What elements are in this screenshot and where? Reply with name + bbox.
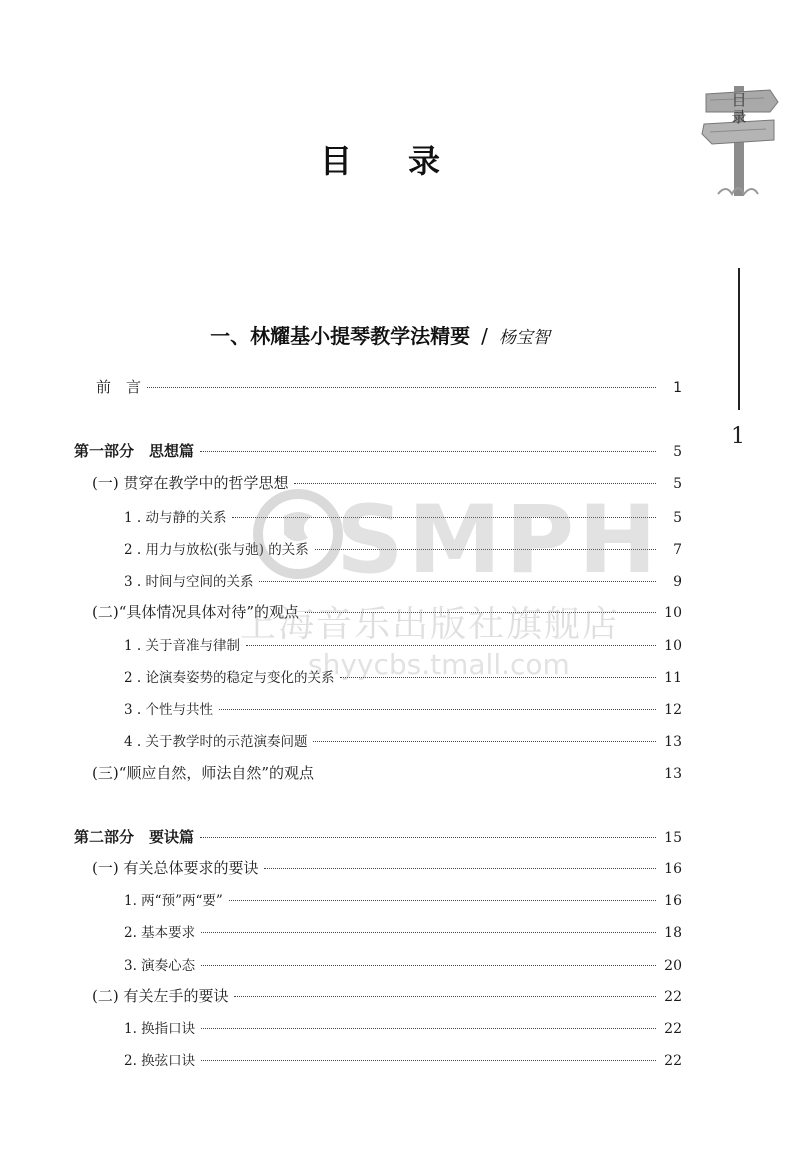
leader-dots [232, 517, 656, 518]
leader-dots [201, 1028, 656, 1029]
toc-entry-label: 1 . 关于音准与律制 [124, 638, 240, 654]
leader-dots [201, 965, 656, 966]
leader-dots [147, 387, 656, 388]
section-title [150, 320, 610, 349]
toc-entry-page: 18 [664, 925, 682, 941]
leader-dots [201, 1060, 656, 1061]
toc-entry-label: 1. 换指口诀 [124, 1021, 196, 1037]
section-author: 杨宝智 [498, 328, 550, 348]
toc-entry-label: 第一部分 思想篇 [74, 442, 195, 460]
toc-entry-item[interactable] [124, 921, 682, 943]
toc-entry-label: 4 . 关于教学时的示范演奏问题 [124, 734, 308, 750]
smph-logo-icon [250, 486, 346, 582]
section-title-text: 一、林耀基小提琴教学法精要 [210, 324, 471, 348]
toc-entry-page: 22 [664, 989, 682, 1005]
leader-dots [264, 868, 656, 869]
watermark-url: shyycbs.tmall.com [308, 648, 570, 681]
toc-entry-item[interactable] [124, 730, 682, 752]
toc-entry-item[interactable] [124, 889, 682, 911]
section-separator: / [481, 324, 488, 348]
page-number: 1 [731, 424, 745, 449]
toc-entry-page: 22 [664, 1053, 682, 1069]
toc-entry-page: 16 [664, 893, 682, 909]
watermark-logo-text: SMPH [336, 486, 661, 595]
side-tab-label: 目 录 [731, 91, 747, 126]
toc-entry-group[interactable] [92, 601, 682, 623]
toc-entry-item[interactable] [124, 570, 682, 592]
toc-entry-part2[interactable] [74, 826, 682, 848]
toc-entry-label: 2. 基本要求 [124, 925, 196, 941]
toc-entry-label: (一) 有关总体要求的要诀 [92, 859, 259, 877]
toc-entry-page: 10 [664, 638, 682, 654]
leader-dots [259, 581, 656, 582]
toc-entry-part1[interactable] [74, 440, 682, 462]
toc-entry-page: 20 [664, 958, 682, 974]
leader-dots [200, 837, 656, 838]
toc-entry-label: 2 . 用力与放松(张与弛) 的关系 [124, 542, 309, 558]
toc-entry-group[interactable] [92, 762, 682, 784]
leader-dots [201, 932, 656, 933]
leader-dots [229, 900, 656, 901]
toc-entry-label: 3. 演奏心态 [124, 958, 196, 974]
toc-entry-label: (三)“顺应自然，师法自然”的观点 [92, 764, 315, 782]
toc-entry-page: 13 [664, 734, 682, 750]
toc-entry-page: 22 [664, 1021, 682, 1037]
toc-entry-item[interactable] [124, 698, 682, 720]
toc-entry-page: 12 [664, 702, 682, 718]
toc-entry-group[interactable] [92, 472, 682, 494]
toc-entry-item[interactable] [124, 1049, 682, 1071]
leader-dots [320, 773, 656, 774]
toc-entry-item[interactable] [124, 1017, 682, 1039]
toc-entry-label: 2 . 论演奏姿势的稳定与变化的关系 [124, 670, 335, 686]
side-rule [738, 268, 740, 410]
toc-entry-label: 2. 换弦口诀 [124, 1053, 196, 1069]
leader-dots [200, 451, 656, 452]
toc-entry-label: 第二部分 要诀篇 [74, 828, 195, 846]
toc-entry-label: (二)“具体情况具体对待”的观点 [92, 603, 300, 621]
toc-entry-item[interactable] [124, 666, 682, 688]
toc-entry-item[interactable] [124, 634, 682, 656]
leader-dots [234, 996, 656, 997]
toc-entry-page: 15 [664, 830, 682, 846]
toc-entry-page: 13 [664, 766, 682, 782]
leader-dots [315, 549, 656, 550]
leader-dots [246, 645, 656, 646]
toc-entry-label: 1 . 动与静的关系 [124, 510, 227, 526]
toc-entry-page: 9 [673, 574, 682, 590]
page-title: 目录 [319, 142, 496, 180]
toc-entry-page: 10 [664, 605, 682, 621]
toc-entry-preface[interactable] [96, 376, 682, 398]
leader-dots [219, 709, 656, 710]
toc-entry-group[interactable] [92, 857, 682, 879]
toc-entry-item[interactable] [124, 538, 682, 560]
toc-entry-page: 11 [664, 670, 682, 686]
leader-dots [305, 612, 656, 613]
toc-entry-page: 1 [673, 380, 682, 396]
watermark-store-name: 上海音乐出版社旗舰店 [240, 604, 621, 645]
toc-entry-page: 5 [673, 510, 682, 526]
toc-entry-label: 3 . 个性与共性 [124, 702, 213, 718]
toc-entry-label: 3 . 时间与空间的关系 [124, 574, 254, 590]
toc-entry-page: 7 [673, 542, 682, 558]
toc-entry-label: 前 言 [96, 378, 142, 396]
toc-entry-label: 1. 两“预”两“要” [124, 893, 223, 909]
toc-entry-item[interactable] [124, 954, 682, 976]
leader-dots [294, 483, 656, 484]
toc-entry-item[interactable] [124, 506, 682, 528]
toc-entry-label: (二) 有关左手的要诀 [92, 987, 229, 1005]
toc-entry-page: 5 [673, 476, 682, 492]
leader-dots [340, 677, 656, 678]
toc-entry-page: 16 [664, 861, 682, 877]
leader-dots [313, 741, 656, 742]
toc-entry-page: 5 [673, 444, 682, 460]
toc-entry-group[interactable] [92, 985, 682, 1007]
toc-entry-label: (一) 贯穿在教学中的哲学思想 [92, 474, 289, 492]
